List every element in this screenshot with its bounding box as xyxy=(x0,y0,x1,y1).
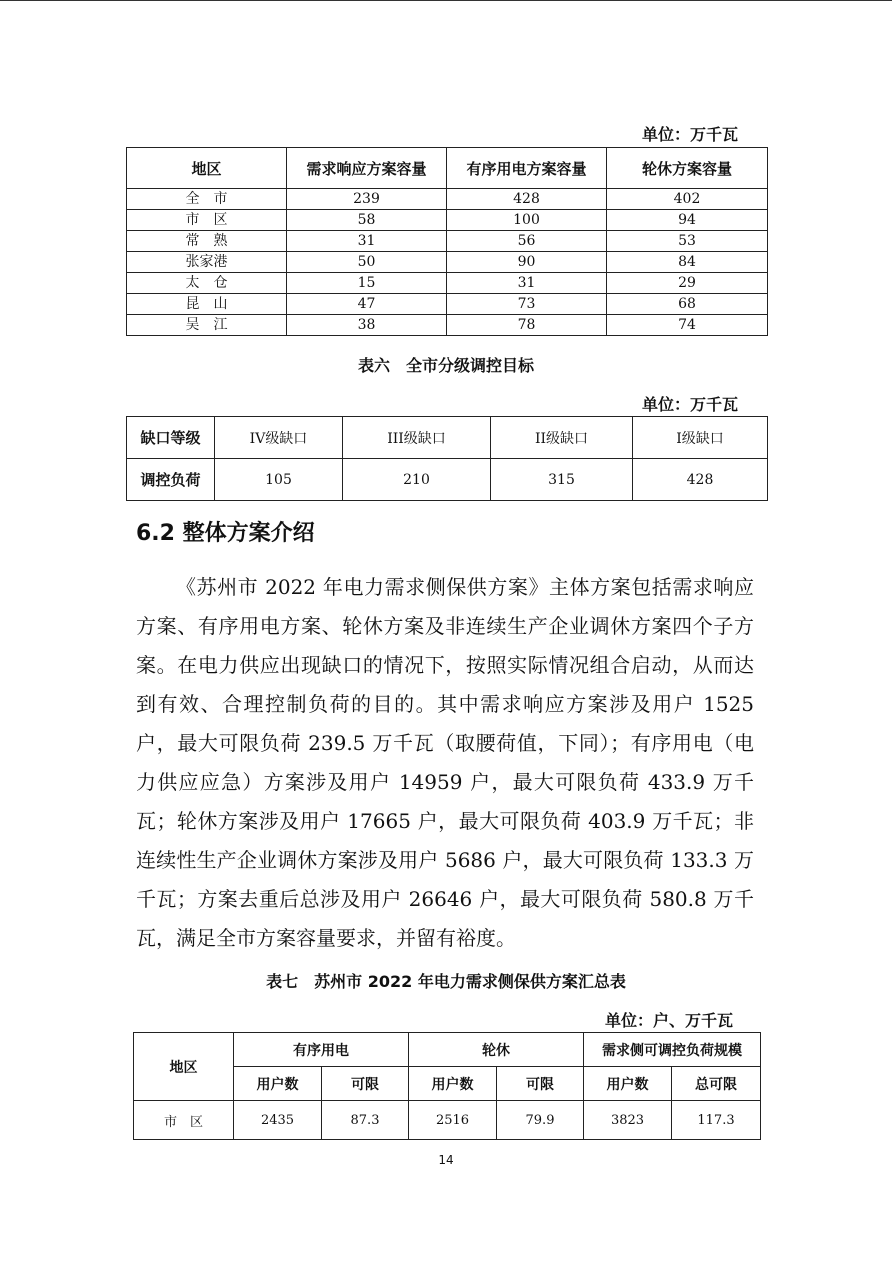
subheader-users: 用户数 xyxy=(584,1067,672,1101)
cell-value: 3823 xyxy=(584,1101,672,1140)
cell-value: 31 xyxy=(287,231,447,252)
cell-value: 402 xyxy=(607,189,768,210)
cell-value: 84 xyxy=(607,252,768,273)
cell-value: 29 xyxy=(607,273,768,294)
subheader-users: 用户数 xyxy=(409,1067,497,1101)
header-group-orderly-power: 有序用电 xyxy=(234,1033,409,1067)
cell-value: 68 xyxy=(607,294,768,315)
header-rotation: 轮休方案容量 xyxy=(607,148,768,189)
cell-value: 239 xyxy=(287,189,447,210)
header-orderly-power: 有序用电方案容量 xyxy=(447,148,607,189)
cell-value: 117.3 xyxy=(672,1101,761,1140)
cell-value: 315 xyxy=(491,459,633,501)
cell-region: 太 仓 xyxy=(127,273,287,294)
subheader-total-limit: 总可限 xyxy=(672,1067,761,1101)
grading-table xyxy=(126,416,768,501)
table-row xyxy=(127,459,768,501)
table3-caption: 表七 苏州市 2022 年电力需求侧保供方案汇总表 xyxy=(266,972,626,991)
cell-value: 73 xyxy=(447,294,607,315)
cell-value: 2435 xyxy=(234,1101,322,1140)
table2-caption: 表六 全市分级调控目标 xyxy=(357,356,534,375)
cell-region: 吴 江 xyxy=(127,315,287,336)
capacity-table xyxy=(126,147,768,336)
cell-region: 市 区 xyxy=(127,210,287,231)
subheader-limit: 可限 xyxy=(497,1067,584,1101)
cell-value: 56 xyxy=(447,231,607,252)
table-row xyxy=(127,231,768,252)
cell-region: 张家港 xyxy=(127,252,287,273)
cell-value: 31 xyxy=(447,273,607,294)
summary-table xyxy=(133,1032,761,1140)
cell-region: 全 市 xyxy=(127,189,287,210)
cell-value: 79.9 xyxy=(497,1101,584,1140)
table3-unit: 单位：户、万千瓦 xyxy=(605,1011,734,1030)
cell-value: 90 xyxy=(447,252,607,273)
table-row xyxy=(134,1101,761,1140)
table-header-row xyxy=(127,148,768,189)
table2-unit: 单位：万千瓦 xyxy=(642,395,739,414)
cell-value: 428 xyxy=(447,189,607,210)
cell-region: 常 熟 xyxy=(127,231,287,252)
header-group-rotation: 轮休 xyxy=(409,1033,584,1067)
row-header-gap-level: 缺口等级 xyxy=(127,417,215,459)
table-row xyxy=(127,210,768,231)
cell-value: 58 xyxy=(287,210,447,231)
header-region: 地区 xyxy=(127,148,287,189)
cell-value: 53 xyxy=(607,231,768,252)
cell-value: 105 xyxy=(215,459,343,501)
cell-level: III级缺口 xyxy=(343,417,491,459)
header-demand-response: 需求响应方案容量 xyxy=(287,148,447,189)
cell-value: 94 xyxy=(607,210,768,231)
table-row xyxy=(127,417,768,459)
cell-value: 38 xyxy=(287,315,447,336)
table-row xyxy=(127,273,768,294)
row-header-control-load: 调控负荷 xyxy=(127,459,215,501)
table-header-row xyxy=(134,1033,761,1067)
header-group-demand-side: 需求侧可调控负荷规模 xyxy=(584,1033,761,1067)
cell-value: 74 xyxy=(607,315,768,336)
cell-level: I级缺口 xyxy=(633,417,768,459)
table-row xyxy=(127,315,768,336)
cell-value: 87.3 xyxy=(322,1101,409,1140)
cell-level: IV级缺口 xyxy=(215,417,343,459)
table1-unit: 单位：万千瓦 xyxy=(642,125,739,144)
table-row xyxy=(127,252,768,273)
table-row xyxy=(127,189,768,210)
page-top-border xyxy=(0,0,892,1)
cell-value: 50 xyxy=(287,252,447,273)
table-row xyxy=(127,294,768,315)
subheader-limit: 可限 xyxy=(322,1067,409,1101)
cell-value: 2516 xyxy=(409,1101,497,1140)
cell-region: 市 区 xyxy=(134,1101,234,1140)
cell-value: 47 xyxy=(287,294,447,315)
cell-region: 昆 山 xyxy=(127,294,287,315)
cell-value: 78 xyxy=(447,315,607,336)
subheader-users: 用户数 xyxy=(234,1067,322,1101)
cell-value: 210 xyxy=(343,459,491,501)
section-paragraph: 《苏州市 2022 年电力需求侧保供方案》主体方案包括需求响应方案、有序用电方案、轮休方案及非连续生产企业调休方案四个子方案。在电力供应出现缺口的情况下，按照实际情况组合启动，从而达到有效、合理控制负荷的目的。其中需求响应方案涉及用户 1525 户，最大可限负荷 239.5 万千瓦（取腰荷值，下同）；有序用电（电力供应应急）方案涉及用户 14959 户，最大可限负荷 433.9 万千瓦；轮休方案涉及用户 17665 户，最大可限负荷 403.9 万千瓦；非连续性生产企业调休方案涉及用户 5686 户，最大可限负荷 133.3 万千瓦；方案去重后总涉及用户 26646 户，最大可限负荷 580.8 万千瓦，满足全市方案容量要求，并留有裕度。 xyxy=(136,575,754,950)
cell-level: II级缺口 xyxy=(491,417,633,459)
cell-value: 428 xyxy=(633,459,768,501)
cell-value: 100 xyxy=(447,210,607,231)
header-region: 地区 xyxy=(134,1033,234,1101)
section-heading: 6.2 整体方案介绍 xyxy=(136,521,315,546)
cell-value: 15 xyxy=(287,273,447,294)
page-number: 14 xyxy=(438,1153,454,1167)
